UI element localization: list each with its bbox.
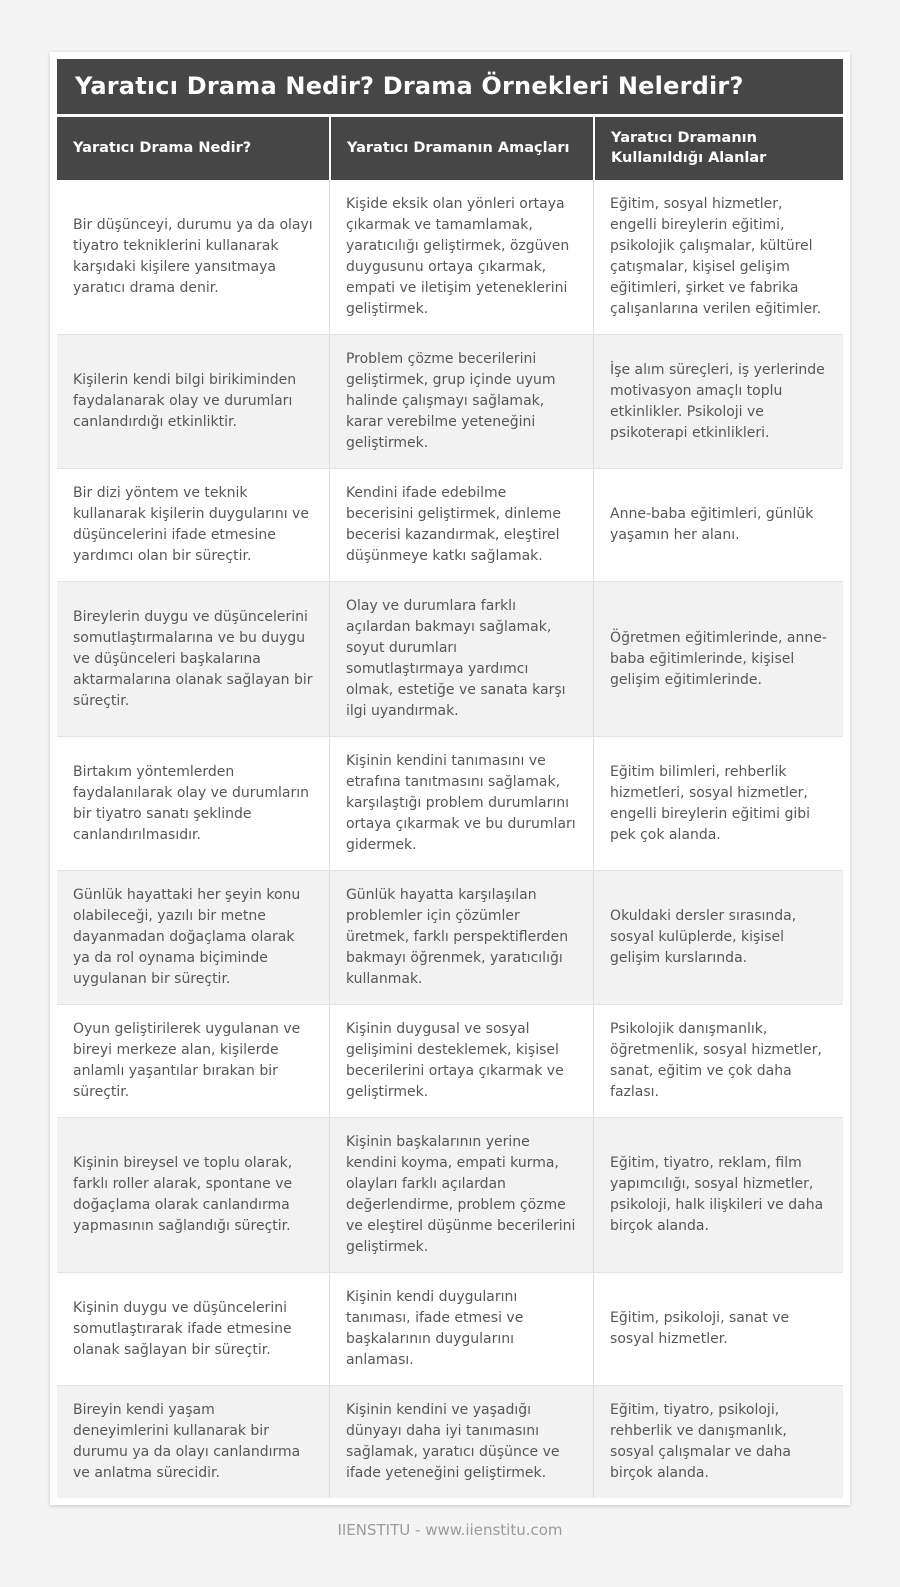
cell-nedir: Kişinin bireysel ve toplu olarak, farklı roller alarak, spontane ve doğaçlama olarak canlandırma yapmasının sağlandığı süreçtir. bbox=[73, 1155, 293, 1235]
column-header-amaclar: Yaratıcı Dramanın Amaçları bbox=[329, 117, 593, 180]
page-title: Yaratıcı Drama Nedir? Drama Örnekleri Nelerdir? bbox=[57, 59, 843, 114]
cell-nedir: Oyun geliştirilerek uygulanan ve bireyi merkeze alan, kişilerde anlamlı yaşantılar bırakan bir süreçtir. bbox=[73, 1021, 301, 1101]
cell-amaclar: Problem çözme becerilerini geliştirmek, grup içinde uyum halinde çalışmayı sağlamak, karar verebilme yeteneğini geliştirmek. bbox=[329, 335, 593, 468]
cell-nedir: Kişinin duygu ve düşüncelerini somutlaştırarak ifade etmesine olanak sağlayan bir süreçtir. bbox=[73, 1299, 292, 1358]
table-row bbox=[57, 180, 843, 334]
cell-nedir: Birtakım yöntemlerden faydalanılarak olay ve durumların bir tiyatro sanatı şeklinde canlandırılmasıdır. bbox=[73, 763, 309, 843]
cell-amaclar: Kendini ifade edebilme becerisini geliştirmek, dinleme becerisi kazandırmak, eleştirel düşünmeye katkı sağlamak. bbox=[329, 469, 593, 581]
cell-nedir: Bireyin kendi yaşam deneyimlerini kullanarak bir durumu ya da olayı canlandırma ve anlatma sürecidir. bbox=[73, 1402, 301, 1482]
drama-infographic-card bbox=[50, 52, 850, 1505]
cell-alanlar: Eğitim bilimleri, rehberlik hizmetleri, sosyal hizmetler, engelli bireylerin eğitimi gibi pek çok alanda. bbox=[593, 737, 843, 870]
cell-alanlar: Okuldaki dersler sırasında, sosyal kulüplerde, kişisel gelişim kurslarında. bbox=[593, 871, 843, 1004]
table-header-row bbox=[57, 117, 843, 180]
cell-nedir: Kişilerin kendi bilgi birikiminden faydalanarak olay ve durumları canlandırdığı etkinliktir. bbox=[73, 372, 297, 431]
column-header-nedir: Yaratıcı Drama Nedir? bbox=[73, 139, 252, 156]
table-row bbox=[57, 334, 843, 468]
footer-credit: IIENSTITU - www.iienstitu.com bbox=[337, 1521, 563, 1540]
column-header-alanlar: Yaratıcı Dramanın Kullanıldığı Alanlar bbox=[593, 117, 843, 180]
cell-nedir: Bir düşünceyi, durumu ya da olayı tiyatro tekniklerini kullanarak karşıdaki kişilere yansıtmaya yaratıcı drama denir. bbox=[73, 217, 313, 297]
table-row bbox=[57, 736, 843, 870]
cell-amaclar: Kişinin kendini ve yaşadığı dünyayı daha iyi tanımasını sağlamak, yaratıcı düşünce ve ifade yeteneğini geliştirmek. bbox=[329, 1386, 593, 1498]
cell-alanlar: İşe alım süreçleri, iş yerlerinde motivasyon amaçlı toplu etkinlikler. Psikoloji ve psikoterapi etkinlikleri. bbox=[593, 335, 843, 468]
cell-amaclar: Olay ve durumlara farklı açılardan bakmayı sağlamak, soyut durumları somutlaştırmaya yardımcı olmak, estetiğe ve sanata karşı ilgi uyandırmak. bbox=[329, 582, 593, 736]
table-row bbox=[57, 870, 843, 1004]
table-row bbox=[57, 1117, 843, 1272]
table-row bbox=[57, 1385, 843, 1498]
table-row bbox=[57, 581, 843, 736]
cell-alanlar: Eğitim, tiyatro, psikoloji, rehberlik ve danışmanlık, sosyal çalışmalar ve daha birçok alanda. bbox=[593, 1386, 843, 1498]
cell-alanlar: Anne-baba eğitimleri, günlük yaşamın her alanı. bbox=[593, 469, 843, 581]
table-row bbox=[57, 468, 843, 581]
table-row bbox=[57, 1272, 843, 1385]
cell-alanlar: Psikolojik danışmanlık, öğretmenlik, sosyal hizmetler, sanat, eğitim ve çok daha fazlası. bbox=[593, 1005, 843, 1117]
cell-nedir: Günlük hayattaki her şeyin konu olabileceği, yazılı bir metne dayanmadan doğaçlama olarak ya da rol oynama biçiminde uygulanan bir süreçtir. bbox=[73, 887, 301, 988]
cell-alanlar: Eğitim, psikoloji, sanat ve sosyal hizmetler. bbox=[593, 1273, 843, 1385]
cell-alanlar: Eğitim, sosyal hizmetler, engelli bireylerin eğitimi, psikolojik çalışmalar, kültürel çatışmalar, kişisel gelişim eğitimleri, şirket ve fabrika çalışanlarına verilen eğitimler. bbox=[593, 180, 843, 334]
cell-amaclar: Kişide eksik olan yönleri ortaya çıkarmak ve tamamlamak, yaratıcılığı geliştirmek, özgüven duygusunu ortaya çıkarmak, empati ve iletişim yeteneklerini geliştirmek. bbox=[329, 180, 593, 334]
cell-alanlar: Eğitim, tiyatro, reklam, film yapımcılığı, sosyal hizmetler, psikoloji, halk ilişkileri ve daha birçok alanda. bbox=[593, 1118, 843, 1272]
cell-nedir: Bireylerin duygu ve düşüncelerini somutlaştırmalarına ve bu duygu ve düşünceleri başkalarına aktarmalarına olanak sağlayan bir süreçtir. bbox=[73, 608, 313, 709]
cell-amaclar: Kişinin başkalarının yerine kendini koyma, empati kurma, olayları farklı açılardan değerlendirme, problem çözme ve eleştirel düşünme becerilerini geliştirmek. bbox=[329, 1118, 593, 1272]
cell-amaclar: Günlük hayatta karşılaşılan problemler için çözümler üretmek, farklı perspektiflerden bakmayı öğrenmek, yaratıcılığı kullanmak. bbox=[329, 871, 593, 1004]
cell-alanlar: Öğretmen eğitimlerinde, anne-baba eğitimlerinde, kişisel gelişim eğitimlerinde. bbox=[593, 582, 843, 736]
table-row bbox=[57, 1004, 843, 1117]
cell-amaclar: Kişinin duygusal ve sosyal gelişimini desteklemek, kişisel becerilerini ortaya çıkarmak ve geliştirmek. bbox=[329, 1005, 593, 1117]
cell-amaclar: Kişinin kendini tanımasını ve etrafına tanıtmasını sağlamak, karşılaştığı problem durumlarını ortaya çıkarmak ve bu durumları gidermek. bbox=[329, 737, 593, 870]
cell-nedir: Bir dizi yöntem ve teknik kullanarak kişilerin duygularını ve düşüncelerini ifade etmesine yardımcı olan bir süreçtir. bbox=[73, 485, 309, 565]
cell-amaclar: Kişinin kendi duygularını tanıması, ifade etmesi ve başkalarının duygularını anlaması. bbox=[329, 1273, 593, 1385]
